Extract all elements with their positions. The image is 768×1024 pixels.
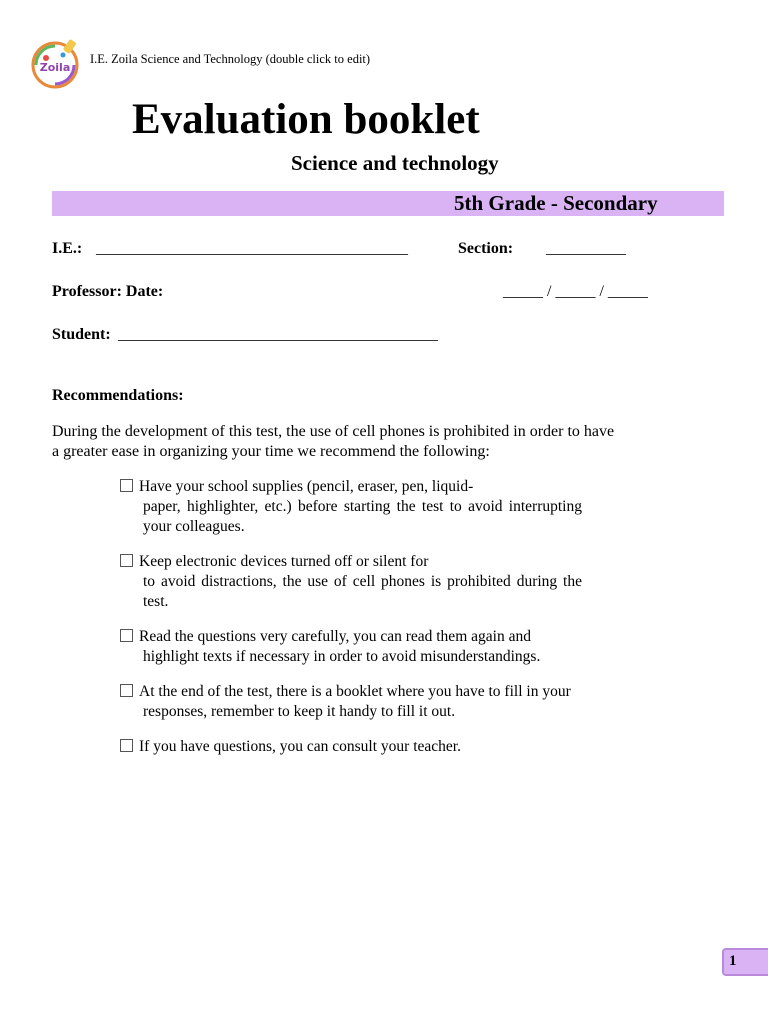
list-item <box>120 477 582 537</box>
recommendations-intro <box>52 422 692 462</box>
page-number: 1 <box>729 953 737 969</box>
item-text-cont: to avoid distractions, the use of cell phones is prohibited during the test. <box>143 573 582 610</box>
intro-line: a greater ease in organizing your time we recommend the following: <box>52 443 490 460</box>
checkbox-icon <box>120 684 133 697</box>
item-text: Have your school supplies (pencil, eraser, pen, liquid- <box>139 478 474 495</box>
item-text-cont: highlight texts if necessary in order to avoid misunderstandings. <box>143 648 541 665</box>
grade-label: 5th Grade - Secondary <box>454 191 658 215</box>
checkbox-icon <box>120 479 133 492</box>
checkbox-icon <box>120 739 133 752</box>
item-text-cont: responses, remember to keep it handy to fill it out. <box>143 703 456 720</box>
student-label: Student: <box>52 326 111 343</box>
checkbox-icon <box>120 629 133 642</box>
list-item <box>120 682 582 722</box>
recommendations-list <box>120 477 582 772</box>
item-text: Keep electronic devices turned off or silent for <box>139 553 429 570</box>
list-item <box>120 627 582 667</box>
school-logo <box>30 38 82 90</box>
professor-date-label: Professor: Date: <box>52 283 164 300</box>
ie-label: I.E.: <box>52 240 83 257</box>
checkbox-icon <box>120 554 133 567</box>
list-item <box>120 737 582 757</box>
date-field[interactable]: _____ / _____ / _____ <box>503 283 648 300</box>
section-label: Section: <box>458 240 514 257</box>
section-field[interactable]: __________ <box>546 240 626 257</box>
list-item <box>120 552 582 612</box>
intro-line: During the development of this test, the use of cell phones is prohibited in order to have <box>52 423 615 440</box>
item-text: At the end of the test, there is a booklet where you have to fill in your <box>139 683 571 700</box>
item-text: If you have questions, you can consult your teacher. <box>139 738 461 755</box>
recommendations-heading: Recommendations: <box>52 387 184 404</box>
page-subtitle: Science and technology <box>291 151 499 175</box>
page-title: Evaluation booklet <box>132 96 480 143</box>
item-text: Read the questions very carefully, you can read them again and <box>139 628 531 645</box>
student-field[interactable]: ________________________________________ <box>118 326 438 343</box>
school-header: I.E. Zoila Science and Technology (double click to edit) <box>90 52 371 66</box>
item-text-cont: paper, highlighter, etc.) before starting the test to avoid interrupting your colleagues. <box>143 498 582 535</box>
ie-field[interactable]: _______________________________________ <box>96 240 408 257</box>
logo-text: Zoila <box>39 61 71 74</box>
